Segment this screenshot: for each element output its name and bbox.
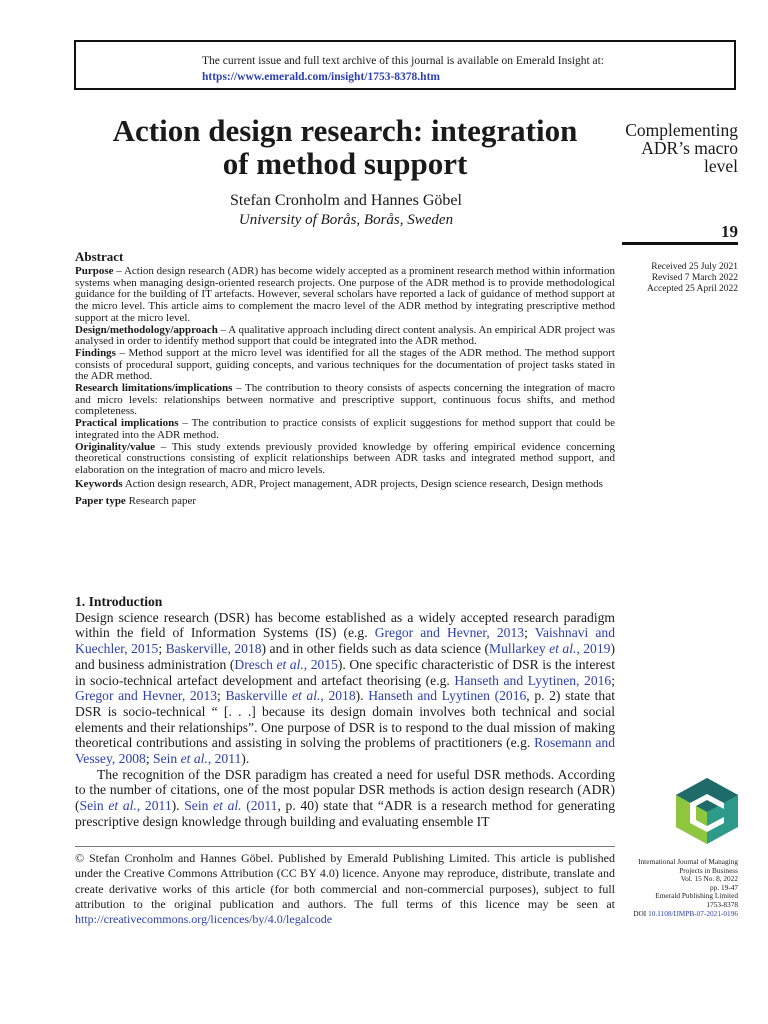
purpose-label: Purpose	[75, 265, 114, 277]
journal-issn: 1753-8378	[706, 899, 738, 909]
journal-pages: pp. 19-47	[710, 882, 738, 892]
findings-text: – Method support at the micro level was identified for all the stages of the ADR method. The method support consists of procedural support, guiding concepts, and various techniques for the documentation of project tasks stated in the ADR method.	[75, 346, 615, 383]
running-head-line-2: ADR’s macro	[641, 138, 738, 158]
citation-link[interactable]: Gregor and Hevner, 2013	[75, 688, 218, 704]
abstract-originality	[75, 442, 615, 477]
citation-link[interactable]: Baskerville, 2018	[165, 641, 262, 657]
intro-paragraph-1: Design science research (DSR) has become established as a widely accepted research paradigm within the field of Information Systems (IS) (e.g. Gregor and Hevner, 2013; Vaishnavi and Kuechler, 2015; Baskerville, 2018) and in other fields such as data science (Mullarkey et al., 2019) and business administration (Dresch et al., 2015). One specific characteristic of DSR is the interest in socio-technical artefact development and artefact theorising (e.g. Hanseth and Lyytinen, 2016; Gregor and Hevner, 2013; Baskerville et al., 2018). Hanseth and Lyytinen (2016, p. 2) state that DSR is socio-technical “ [. . .] because its design domain involves both technical and social elements and their relationships”. One purpose of DSR is to respond to the dual mission of making theoretical contributions and assisting in solving the problems of practitioners (e.g. Rosemann and Vessey, 2008; Sein et al., 2011).	[75, 609, 616, 767]
journal-name-2: Projects in Business	[679, 865, 738, 875]
abstract-heading: Abstract	[75, 249, 124, 264]
originality-text: – This study extends previously provided knowledge by offering empirical evidence concerning theoretical constructions consisting of explicit relationships between ADR tasks and integrated method support, and elaboration on the integration of macro and micro levels.	[75, 440, 615, 476]
doi-link[interactable]: 10.1108/IJMPB-07-2021-0196	[648, 908, 738, 918]
accepted-date: Accepted 25 April 2022	[646, 284, 738, 294]
citation-link[interactable]: Hanseth and Lyytinen, 2016	[454, 672, 612, 688]
title-line-1: Action design research: integration	[112, 113, 578, 148]
design-text: – A qualitative approach including direct content analysis. An empirical ADR project was analysed in order to identify method support that could be integrated into the ADR method.	[75, 323, 615, 348]
running-head-line-1: Complementing	[625, 120, 738, 140]
keywords	[75, 479, 615, 491]
journal-url-link[interactable]: https://www.emerald.com/insight/1753-8378.htm	[202, 71, 440, 83]
practical-label: Practical implications	[75, 417, 179, 430]
citation-link[interactable]: Baskerville et al., 2018	[225, 688, 356, 704]
abstract-purpose	[75, 266, 615, 325]
page-number: 19	[721, 222, 738, 241]
license-url-link[interactable]: http://creativecommons.org/licences/by/4.0/legalcode	[75, 912, 333, 927]
title-line-2: of method support	[222, 146, 468, 181]
journal-publisher: Emerald Publishing Limited	[655, 891, 738, 901]
practical-text: – The contribution to practice consists of explicit suggestions for method support that could be integrated into the ADR method.	[75, 417, 616, 441]
abstract-design	[75, 325, 615, 348]
citation-link[interactable]: Dresch et al., 2015	[234, 656, 338, 672]
availability-text: The current issue and full text archive of this journal is available on Emerald Insight at:	[202, 55, 605, 67]
findings-label: Findings	[75, 346, 116, 359]
paper-type	[75, 496, 615, 508]
journal-availability-box	[74, 40, 736, 90]
publisher-logo-icon	[674, 776, 740, 846]
keywords-text: Action design research, ADR, Project management, ADR projects, Design science research, Design methods	[122, 477, 603, 490]
journal-info	[610, 858, 738, 918]
citation-link[interactable]: Rosemann and Vessey, 2008	[75, 735, 615, 767]
introduction-section	[75, 594, 615, 830]
intro-paragraph-2: The recognition of the DSR paradigm has created a need for useful DSR methods. According to the number of citations, one of the most popular DSR methods is action design research (ADR) (Sein et al., 2011). Sein et al. (2011, p. 40) state that “ADR is a research method for generating prescriptive design knowledge through building and evaluating ensemble IT	[75, 766, 616, 829]
limitations-label: Research limitations/implications	[75, 382, 233, 395]
history-dates	[612, 262, 738, 295]
revised-date: Revised 7 March 2022	[651, 273, 738, 283]
introduction-heading: 1. Introduction	[75, 594, 163, 609]
citation-link[interactable]: Sein et al., 2011	[153, 751, 242, 767]
journal-volume: Vol. 15 No. 8, 2022	[680, 874, 738, 884]
journal-name-1: International Journal of Managing	[638, 857, 738, 866]
affiliation: University of Borås, Borås, Sweden	[238, 212, 454, 228]
citation-link[interactable]: Hanseth and Lyytinen (2016	[368, 688, 527, 704]
doi-label: DOI	[633, 908, 649, 918]
running-head-line-3: level	[703, 156, 738, 176]
limitations-text: – The contribution to theory consists of aspects concerning the integration of macro and micro levels: relationships between normative and prescriptive support, continuous focus shifts, and method completeness.	[75, 382, 615, 418]
abstract-limitations	[75, 383, 615, 418]
license-notice	[75, 851, 615, 927]
citation-link[interactable]: Gregor and Hevner, 2013	[374, 625, 525, 641]
article-title	[70, 114, 620, 180]
citation-link[interactable]: Sein et al., 2011	[79, 798, 172, 814]
originality-label: Originality/value	[75, 440, 156, 453]
license-text: © Stefan Cronholm and Hannes Göbel. Published by Emerald Publishing Limited. This article is published under the Creative Commons Attribution (CC BY 4.0) licence. Anyone may reproduce, distribute, translate and create derivative works of this article (for both commercial and non-commercial purposes), subject to full attribution to the original publication and authors. The full terms of this licence may be seen at	[75, 851, 615, 911]
authors: Stefan Cronholm and Hannes Göbel	[230, 192, 462, 209]
paper-type-label: Paper type	[75, 495, 126, 508]
purpose-text: – Action design research (ADR) has become widely accepted as a prominent research method within information systems when managing design-oriented research projects. One purpose of the ADR method is to provide methodological guidance for the building of IT artefacts. However, several scholars have reported a lack of guidance of method support at the micro level. This article aims to complement the macro level of the ADR method by integrating prescriptive method support at the micro level.	[75, 265, 615, 324]
citation-link[interactable]: Sein et al. (2011	[184, 798, 278, 814]
abstract-practical	[75, 418, 615, 441]
keywords-label: Keywords	[75, 477, 123, 490]
design-label: Design/methodology/approach	[75, 323, 218, 336]
license-divider	[75, 846, 615, 847]
abstract-findings	[75, 348, 615, 383]
received-date: Received 25 July 2021	[651, 262, 738, 272]
abstract	[75, 250, 615, 508]
citation-link[interactable]: Mullarkey et al., 2019	[489, 641, 611, 657]
citation-link[interactable]: Vaishnavi and Kuechler, 2015	[75, 625, 615, 657]
running-head	[612, 121, 738, 175]
sidebar-rule	[622, 242, 738, 245]
paper-type-text: Research paper	[125, 495, 197, 508]
